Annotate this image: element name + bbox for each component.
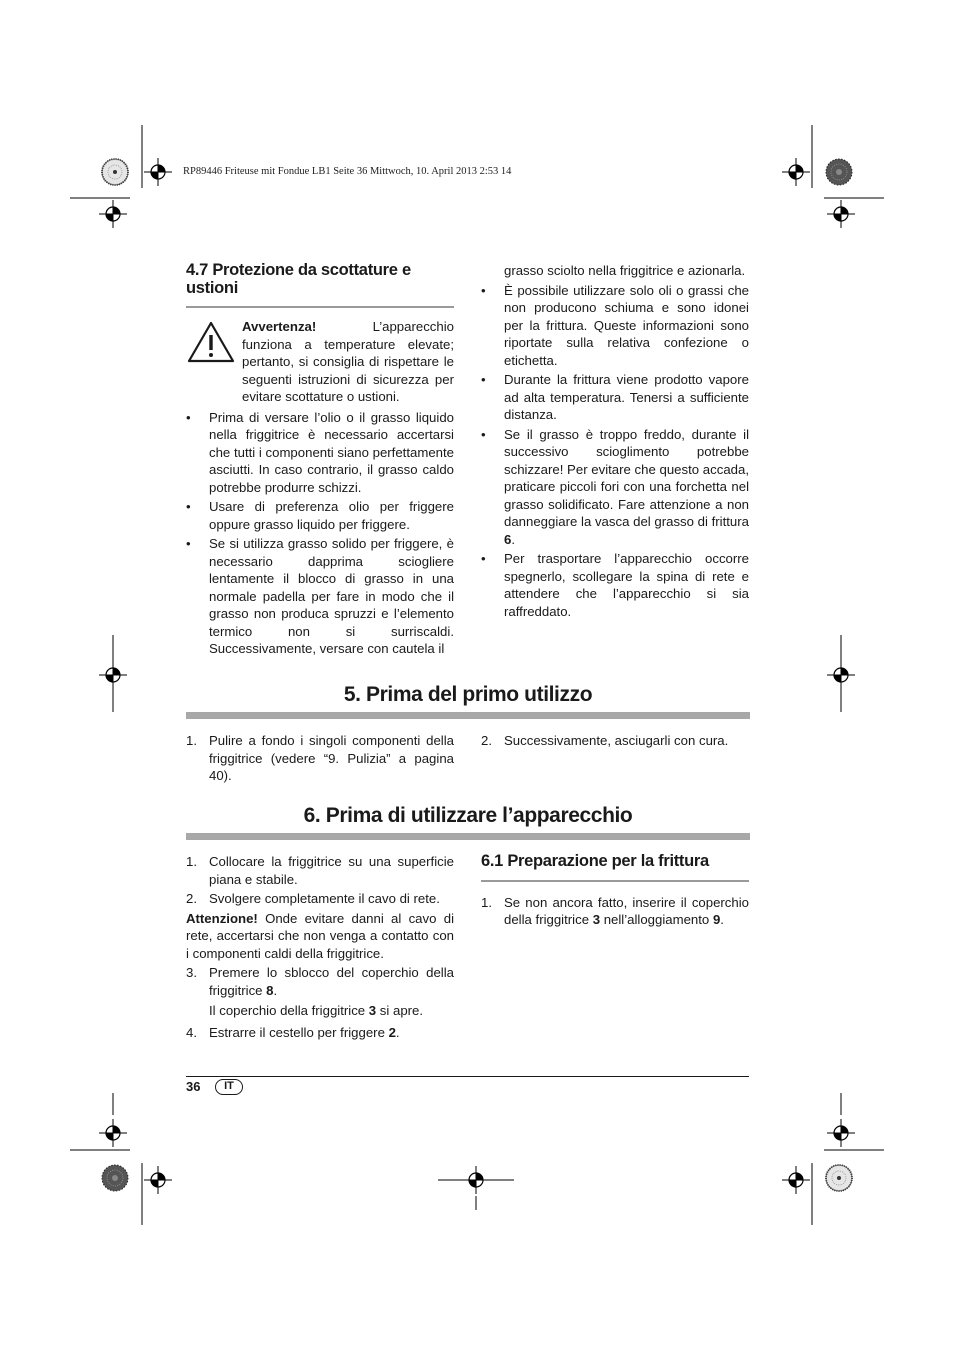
attention-note: Attenzione! Onde evitare danni al cavo di rete, accertarsi che non venga a contatto con i componenti caldi della friggitrice.	[186, 910, 454, 961]
registration-mark-icon	[827, 1119, 855, 1147]
page-number: 36	[186, 1079, 201, 1094]
numbered-list	[186, 964, 454, 999]
section-6-left	[186, 853, 454, 1043]
list-item: • Per trasportare l’apparecchio occorre spegnerlo, scollegare la spina di rete e attendere che l’apparecchio si sia raffreddato.	[481, 551, 749, 619]
warning-text	[242, 318, 454, 406]
color-bar-icon	[826, 1165, 852, 1191]
numbered-list	[186, 853, 454, 908]
list-item: 1. Se non ancora fatto, inserire il coperchio della friggitrice 3 nell’alloggiamento 9.	[481, 894, 749, 927]
registration-mark-icon	[782, 158, 810, 186]
footer-rule	[186, 1076, 749, 1077]
list-item: 2. Svolgere completamente il cavo di rete.	[186, 891, 440, 906]
attention-label: Attenzione!	[186, 910, 258, 926]
numbered-list	[481, 732, 749, 750]
numbered-list	[481, 894, 749, 929]
registration-mark-icon	[144, 1166, 172, 1194]
language-badge: IT	[215, 1079, 243, 1095]
warning-block	[186, 318, 454, 406]
list-item: • Durante la frittura viene prodotto vapore ad alta temperatura. Tenersi a sufficiente distanza.	[481, 372, 749, 422]
warning-body: L’apparecchio funziona a temperature elevate; pertanto, si consiglia di rispettare le seguenti istruzioni di sicurezza per evitare scottature o ustioni.	[242, 319, 454, 404]
print-header: RP89446 Friteuse mit Fondue LB1 Seite 36 Mittwoch, 10. April 2013 2:53 14	[183, 166, 512, 177]
section-6-1-right	[481, 853, 749, 931]
registration-mark-icon	[144, 158, 172, 186]
registration-mark-icon	[99, 1119, 127, 1147]
list-item: • Se il grasso è troppo freddo, durante il successivo scioglimento potrebbe schizzare! Per evitare che questo accada, praticare piccoli fori con una forchetta nel grasso solidificato. Fare attenzione a non danneggiare la vasca del grasso di frittura 6.	[481, 426, 749, 547]
section-heading: 6.1 Preparazione per la frittura	[481, 853, 749, 882]
section-5-left	[186, 732, 454, 787]
registration-mark-icon	[827, 200, 855, 228]
list-item: 1. Pulire a fondo i singoli componenti della friggitrice (vedere “9. Pulizia” a pagina 40).	[186, 733, 454, 783]
section-5-right	[481, 732, 749, 752]
list-item: 2. Successivamente, asciugarli con cura.	[481, 733, 729, 748]
color-bar-icon	[826, 159, 852, 185]
numbered-list	[186, 732, 454, 785]
list-item: • Se si utilizza grasso solido per friggere, è necessario dapprima sciogliere lentamente il blocco di grasso in una normale padella per fare in modo che il grasso non produca spruzzi e l’elemento termico non si surriscaldi. Successivamente, versare con cautela il	[186, 536, 454, 656]
bullet-list	[481, 282, 749, 621]
section-6-heading: 6. Prima di utilizzare l’apparecchio	[303, 804, 633, 827]
list-item: 4. Estrarre il cestello per friggere 2.	[186, 1024, 400, 1040]
section-4-7-left	[186, 262, 454, 660]
list-item: • Usare di preferenza olio per friggere oppure grasso liquido per friggere.	[186, 499, 454, 532]
list-item: • Prima di versare l’olio o il grasso liquido nella friggitrice è necessario accertarsi che tutti i componenti siano perfettamente asciutti. In caso contrario, il grasso caldo potrebbe produrre schizzi.	[186, 409, 454, 495]
registration-mark-icon	[782, 1166, 810, 1194]
warning-label: Avvertenza!	[242, 319, 317, 334]
registration-mark-icon	[99, 200, 127, 228]
bullet-continuation: grasso sciolto nella friggitrice e azionarla.	[504, 263, 746, 278]
color-bar-icon	[102, 1165, 128, 1191]
warning-triangle-icon	[186, 318, 242, 369]
section-4-7-right	[481, 262, 749, 622]
list-item: • È possibile utilizzare solo oli o grassi che non producono schiuma e sono idonei per la frittura. Queste informazioni sono riportate sulla relativa confezione o etichetta.	[481, 282, 749, 368]
step-result: Il coperchio della friggitrice 3 si apre.	[209, 1003, 424, 1018]
section-divider	[186, 712, 750, 719]
list-item: 3. Premere lo sblocco del coperchio della friggitrice 8.	[186, 965, 454, 998]
section-heading: 4.7 Protezione da scottature e ustioni	[186, 262, 454, 308]
numbered-list	[186, 1024, 454, 1042]
color-bar-icon	[102, 159, 128, 185]
bullet-list	[186, 409, 454, 658]
section-5-heading: 5. Prima del primo utilizzo	[343, 683, 593, 706]
list-item: 1. Collocare la friggitrice su una superficie piana e stabile.	[186, 854, 454, 887]
section-divider	[186, 833, 750, 840]
